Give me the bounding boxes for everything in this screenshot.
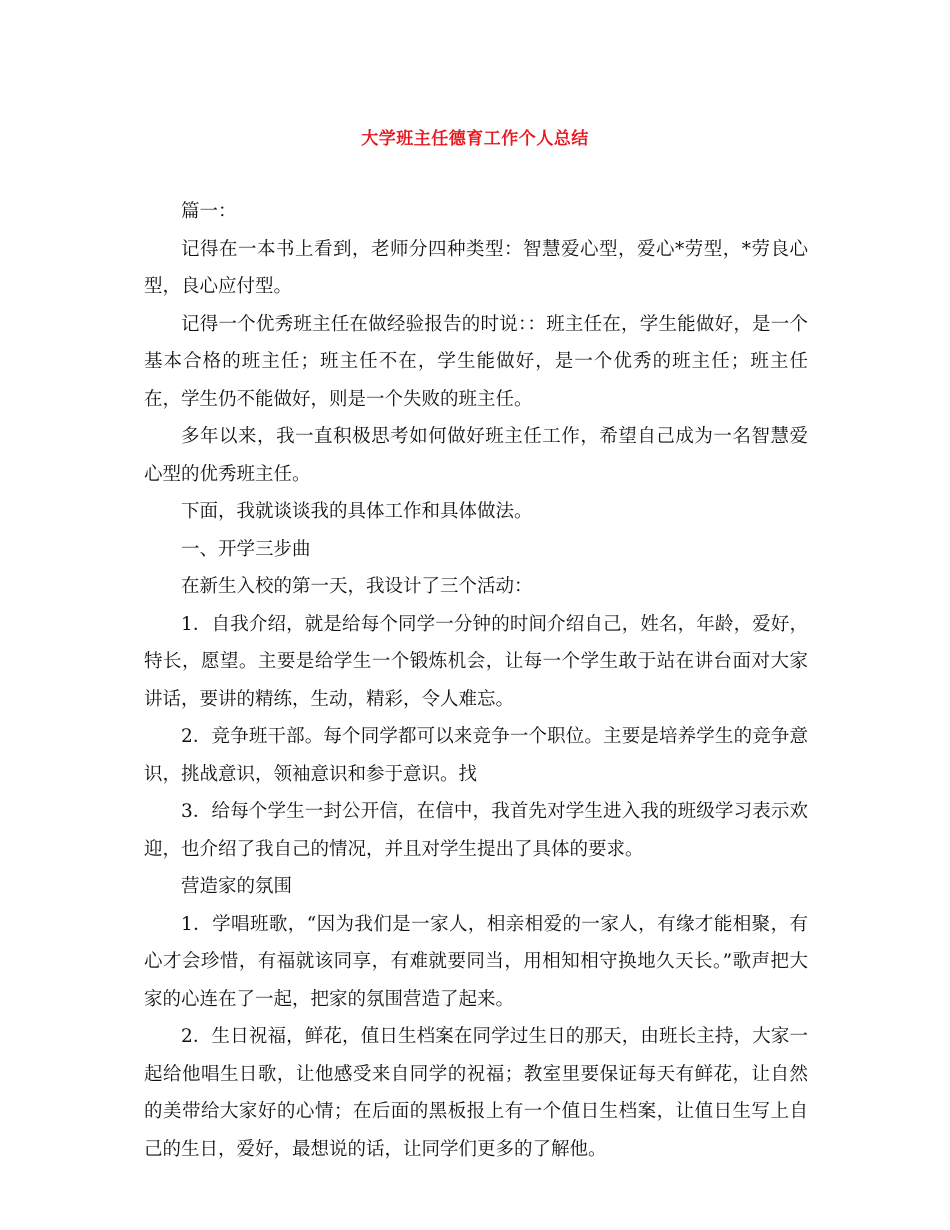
list-item: 1．自我介绍，就是给每个同学一分钟的时间介绍自己，姓名，年龄，爱好，特长，愿望。主要是给学生一个锻炼机会，让每一个学生敢于站在讲台面对大家讲话，要讲的精练，生动，精彩，令人难忘。: [144, 613, 808, 710]
section-heading: 营造家的氛围: [181, 876, 293, 897]
paragraph: 记得一个优秀班主任在做经验报告的时说：：班主任在，学生能做好，是一个基本合格的班主任；班主任不在，学生能做好，是一个优秀的班主任；班主任在，学生仍不能做好，则是一个失败的班主任。: [144, 313, 808, 410]
list-item: 2．竞争班干部。每个同学都可以来竞争一个职位。主要是培养学生的竞争意识，挑战意识，领袖意识和参于意识。找: [144, 726, 808, 785]
paragraph: 在新生入校的第一天，我设计了三个活动：: [181, 576, 533, 597]
document-title: 大学班主任德育工作个人总结: [361, 129, 589, 149]
paragraph-section-label: 篇一：: [181, 201, 237, 222]
list-item: 1．学唱班歌，“因为我们是一家人，相亲相爱的一家人，有缘才能相聚，有心才会珍惜，有福就该同享，有难就要同当，用相知相守换地久天长。”歌声把大家的心连在了一起，把家的氛围营造了起来。: [144, 913, 808, 1010]
paragraph: 记得在一本书上看到，老师分四种类型：智慧爱心型，爱心*劳型，*劳良心型，良心应付型。: [144, 238, 808, 297]
paragraph: 下面，我就谈谈我的具体工作和具体做法。: [181, 501, 533, 522]
list-item: 2．生日祝福，鲜花，值日生档案在同学过生日的那天，由班长主持，大家一起给他唱生日歌，让他感受来自同学的祝福；教室里要保证每天有鲜花，让自然的美带给大家好的心情；在后面的黑板报上有一个值日生档案，让值日生写上自己的生日，爱好，最想说的话，让同学们更多的了解他。: [144, 1026, 808, 1160]
paragraph: 多年以来，我一直积极思考如何做好班主任工作，希望自己成为一名智慧爱心型的优秀班主任。: [144, 426, 808, 485]
section-heading: 一、开学三步曲: [181, 538, 311, 560]
list-item: 3．给每个学生一封公开信，在信中，我首先对学生进入我的班级学习表示欢迎，也介绍了我自己的情况，并且对学生提出了具体的要求。: [144, 801, 808, 860]
document-body: [144, 193, 808, 1168]
